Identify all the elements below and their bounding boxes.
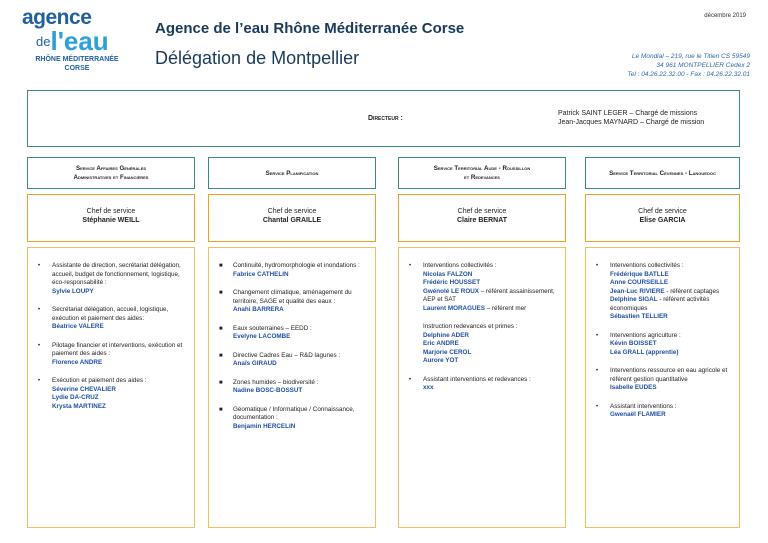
list-item: • Assistante de direction, secrétariat délégation, accueil, budget de fonctionnement, logistique, éco-responsabilité : Sylvie LOUPY bbox=[38, 262, 181, 295]
service-header-4 bbox=[585, 157, 740, 189]
list-item: ■ Continuité, hydromorphologie et inondations : Fabrice CATHELIN bbox=[219, 262, 360, 278]
list-item: • Secrétariat délégation, accueil, logistique, exécution et paiement des aides: Béatrice VALERE bbox=[38, 306, 169, 330]
logo-line-leau: l'eau bbox=[50, 26, 109, 56]
bullet-icon: • bbox=[596, 263, 599, 269]
list-item: • Interventions ressource en eau agricole et référent gestion quantitative Isabelle EUDES bbox=[596, 367, 728, 391]
square-bullet-icon: ■ bbox=[219, 352, 223, 359]
list-item: ■ Géomatique / Informatique / Connaissance, documentation : Benjamin HERCELIN bbox=[219, 405, 355, 430]
service-header-2 bbox=[208, 157, 376, 189]
chef-box-3 bbox=[398, 194, 566, 242]
director-label: Directeur : bbox=[368, 115, 403, 122]
chef-box-2 bbox=[208, 194, 376, 242]
bullet-icon: • bbox=[596, 403, 599, 410]
staff-column-1 bbox=[27, 247, 195, 528]
list-item: • Pilotage financier et interventions, exécution et paiement des aides : Florence ANDRE bbox=[38, 341, 183, 366]
list-item: ■ Changement climatique, aménagement du territoire, SAGE et qualité des eaux : Anahi BARRERA bbox=[219, 289, 352, 313]
service-title-1-l1: Service Affaires Générales bbox=[75, 165, 147, 172]
chef-label-2: Chef de service bbox=[267, 208, 317, 215]
chef-label-4: Chef de service bbox=[638, 208, 687, 215]
chef-name-1: Stéphanie WEILL bbox=[82, 217, 140, 224]
service-header-3 bbox=[398, 157, 566, 189]
page-subtitle: Délégation de Montpellier bbox=[155, 48, 360, 68]
chef-name-3: Claire BERNAT bbox=[456, 217, 508, 224]
list-item: • Interventions collectivités : Nicolas FALZON Frédéric HOUSSET Gwénolé LE ROUX – référent assainissement, AEP et SAT Laurent MORAGUES – référent mer Instruction redevances et primes : Delphine ADER Eric ANDRE Marjorie CEROL Aurore YOT bbox=[409, 262, 555, 364]
square-bullet-icon: ■ bbox=[219, 325, 223, 332]
list-item: • Assistant interventions : Gwenaël FLAMIER bbox=[596, 402, 677, 418]
bullet-icon: • bbox=[38, 378, 41, 384]
address-block bbox=[627, 52, 750, 79]
square-bullet-icon: ■ bbox=[219, 290, 223, 296]
bullet-icon: • bbox=[38, 342, 41, 349]
address-line-1: Le Mondial – 219, rue le Titien CS 59549 bbox=[631, 53, 750, 60]
square-bullet-icon: ■ bbox=[219, 263, 223, 269]
bullet-icon: • bbox=[596, 332, 599, 339]
list-item: ■ Directive Cadres Eau – R&D lagunes : Anaïs GIRAUD bbox=[219, 351, 341, 367]
staff-column-2 bbox=[208, 247, 376, 528]
service-title-3-l2: et Redevances bbox=[464, 174, 500, 181]
logo-line-de: de bbox=[36, 34, 51, 49]
address-line-3: Tel : 04.26.22.32.00 - Fax : 04.26.22.32.01 bbox=[627, 71, 750, 78]
page-title: Agence de l’eau Rhône Méditerranée Corse bbox=[155, 20, 465, 37]
chef-label-1: Chef de service bbox=[86, 208, 136, 215]
service-header-1 bbox=[27, 157, 195, 189]
staff-column-4 bbox=[585, 247, 740, 528]
chef-box-4 bbox=[585, 194, 740, 242]
service-title-2-l1: Service Planification bbox=[265, 169, 319, 177]
square-bullet-icon: ■ bbox=[219, 406, 223, 413]
chef-name-4: Elise GARCIA bbox=[639, 217, 686, 224]
chef-name-2: Chantal GRAILLE bbox=[262, 217, 322, 224]
bullet-icon: • bbox=[38, 307, 41, 313]
list-item: ■ Zones humides – biodiversité : Nadine BOSC-BOSSUT bbox=[219, 378, 319, 394]
document-date: décembre 2019 bbox=[704, 13, 746, 19]
list-item: • Assistant interventions et redevances : xxx bbox=[409, 375, 531, 391]
bullet-icon: • bbox=[409, 263, 412, 269]
service-title-3-l1: Service Territorial Aude - Roussillon bbox=[433, 165, 531, 172]
director-box bbox=[27, 90, 740, 147]
agency-logo bbox=[22, 8, 132, 73]
service-title-4-l1: Service Territorial Cévennes - Languedoc bbox=[609, 169, 716, 177]
bullet-icon: • bbox=[409, 376, 412, 383]
square-bullet-icon: ■ bbox=[219, 379, 223, 386]
bullet-icon: • bbox=[596, 368, 599, 374]
chef-label-3: Chef de service bbox=[457, 208, 507, 215]
logo-line-region: RHÔNE MÉDITERRANÉE bbox=[35, 56, 119, 63]
staff-column-3 bbox=[398, 247, 566, 528]
logo-line-corse: CORSE bbox=[64, 65, 90, 72]
bullet-icon: • bbox=[38, 263, 41, 269]
list-item: • Exécution et paiement des aides : Séverine CHEVALIER Lydie DA-CRUZ Krysta MARTINEZ bbox=[38, 377, 147, 410]
director-person-2: Jean-Jacques MAYNARD – Chargé de mission bbox=[558, 119, 705, 126]
director-people bbox=[558, 109, 704, 127]
list-item: ■ Eaux souterraines – EEDD : Evelyne LACOMBE bbox=[219, 324, 312, 340]
list-item: • Interventions agriculture : Kévin BOISSET Léa GRALL (apprentie) bbox=[596, 331, 681, 356]
address-line-2: 34 961 MONTPELLIER Cedex 2 bbox=[656, 62, 750, 69]
service-title-1-l2: Administratives et Financières bbox=[73, 174, 149, 181]
chef-box-1 bbox=[27, 194, 195, 242]
list-item: • Interventions collectivités : Frédérique BATLLE Anne COURSEILLE Jean-Luc RIVIERE - référent captages Delphine SIGAL - référent activités économiques Sébastien TELLIER bbox=[596, 262, 720, 320]
logo-line-agence: agence bbox=[22, 6, 92, 29]
director-person-1: Patrick SAINT LEGER – Chargé de missions bbox=[558, 110, 698, 117]
